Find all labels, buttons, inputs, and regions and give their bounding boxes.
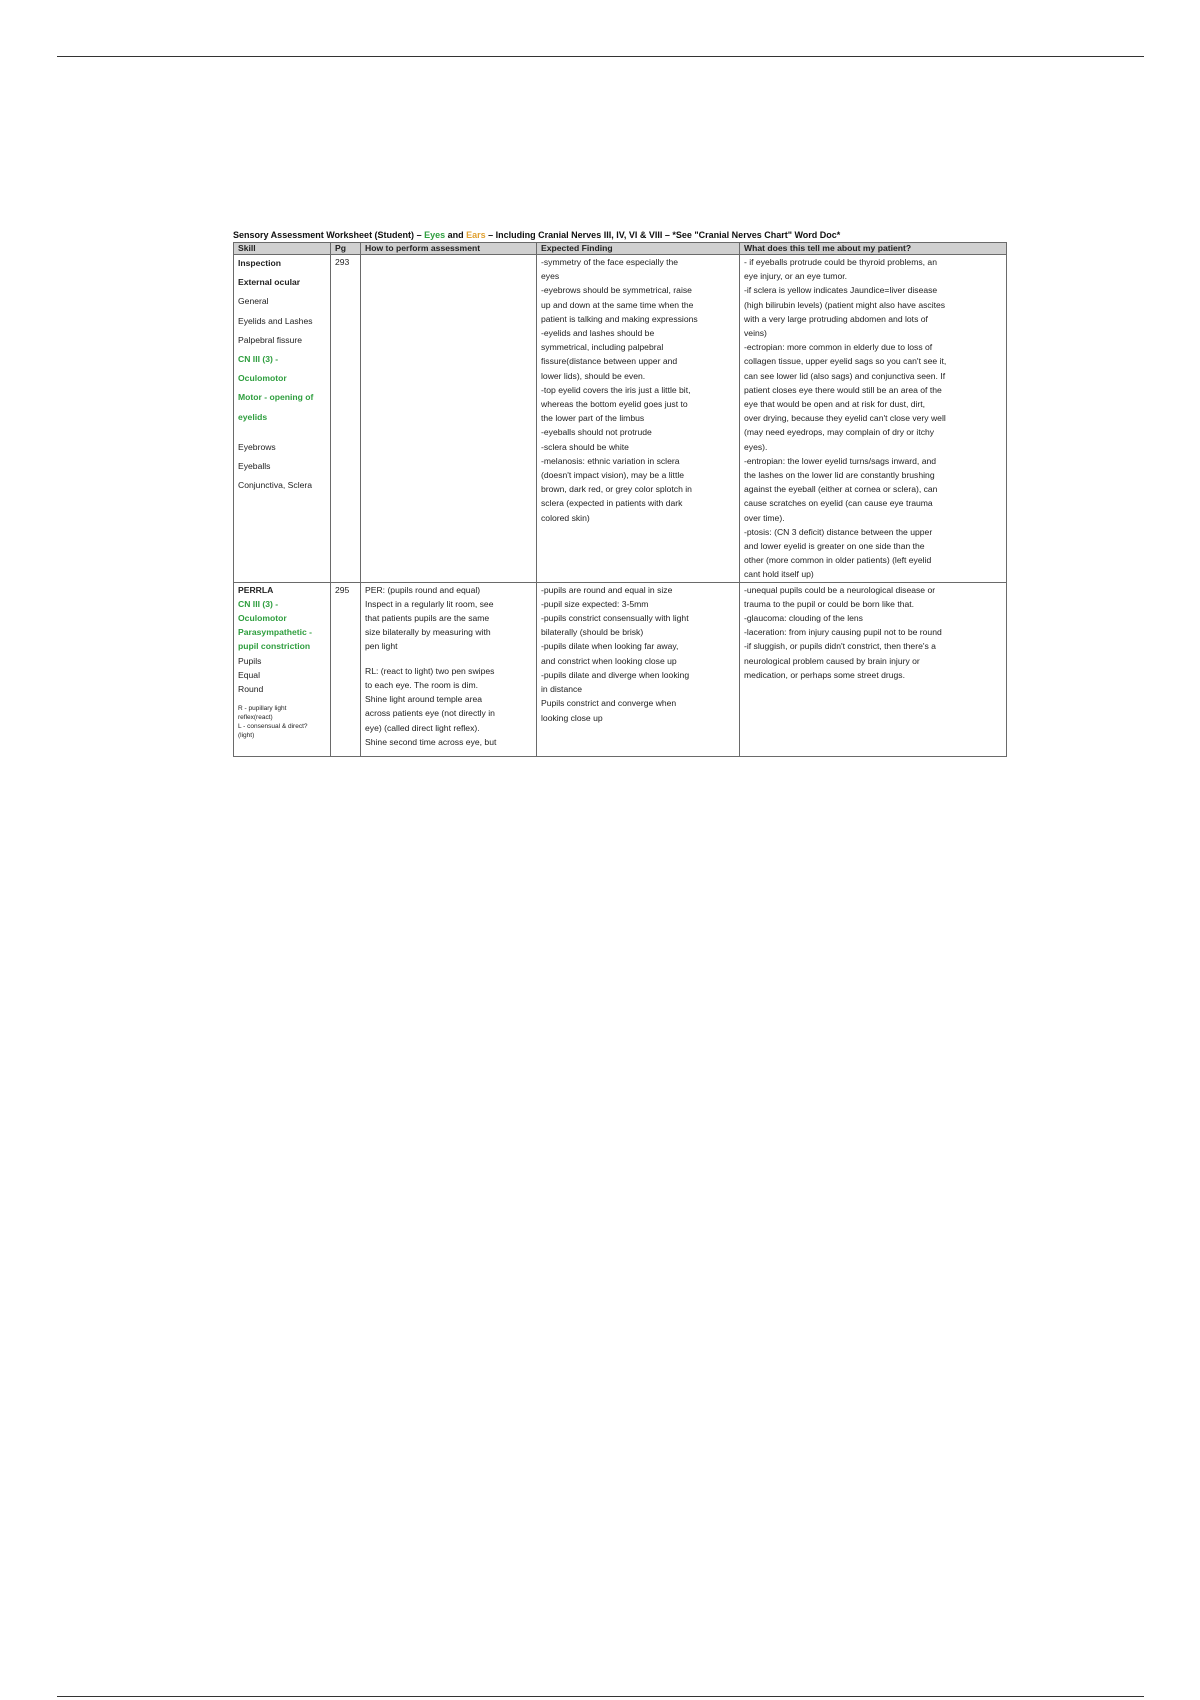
header-how: How to perform assessment xyxy=(361,243,537,255)
header-skill: Skill xyxy=(234,243,331,255)
tells-cell: - if eyeballs protrude could be thyroid problems, an eye injury, or an eye tumor. -if sclera is yellow indicates Jaundice=liver disease (high bilirubin levels) (patient might also have ascites with a very large protruding abdomen and lots of veins) -ectropian: more common in elderly due to loss of collagen tissue, upper eyelid sags so you can't see it, can see lower lid (also sags) and conjunctiva seen. If patient closes eye there would still be an area of the eye that would be open and at risk for dust, dirt, over drying, because they eyelid can't close very well (may need eyedrops, may complain of dry or itchy eyes). -entropian: the lower eyelid turns/sags inward, and the lashes on the lower lid are constantly brushing against the eyeball (either at cornea or sclera), can cause scratches on eyelid (can cause eye trauma over time). -ptosis: (CN 3 deficit) distance between the upper and lower eyelid is greater on one side than the other (more common in older patients) (left eyelid cant hold itself up) xyxy=(740,255,1007,583)
page-top-rule xyxy=(57,56,1144,57)
assessment-table xyxy=(233,242,1007,757)
pg-cell: 293 xyxy=(331,255,361,583)
pg-cell: 295 xyxy=(331,582,361,756)
how-cell xyxy=(361,255,537,583)
expected-cell: -pupils are round and equal in size -pupil size expected: 3-5mm -pupils constrict consensually with light bilaterally (should be brisk) -pupils dilate when looking far away, and constrict when looking close up -pupils dilate and diverge when looking in distance Pupils constrict and converge when looking close up xyxy=(537,582,740,756)
table-header-row xyxy=(234,243,1007,255)
header-pg: Pg xyxy=(331,243,361,255)
skill-cell: PERRLA CN III (3) - Oculomotor Parasympathetic - pupil constriction Pupils Equal Round R - pupillary light reflex(react) L - consensual & direct? (light) xyxy=(234,582,331,756)
worksheet xyxy=(233,230,1006,757)
title-eyes: Eyes xyxy=(424,230,446,240)
page-bottom-rule xyxy=(57,1696,1144,1697)
how-cell: PER: (pupils round and equal) Inspect in a regularly lit room, see that patients pupils are the same size bilaterally by measuring with pen light RL: (react to light) two pen swipes to each eye. The room is dim. Shine light around temple area across patients eye (not directly in eye) (called direct light reflex). Shine second time across eye, but xyxy=(361,582,537,756)
skill-footnote: R - pupillary light reflex(react) L - consensual & direct? (light) xyxy=(238,705,308,740)
skill-cell: Inspection External ocular General Eyelids and Lashes Palpebral fissure CN III (3) - Oculomotor Motor - opening of eyelids Eyebrows Eyeballs Conjunctiva, Sclera xyxy=(234,255,331,583)
worksheet-title: Sensory Assessment Worksheet (Student) – Eyes and Ears – Including Cranial Nerves III, IV, VI & VIII – *See "Cranial Nerves Chart" Word Doc* xyxy=(233,230,841,240)
title-ears: Ears xyxy=(466,230,486,240)
header-expected: Expected Finding xyxy=(537,243,740,255)
expected-cell: -symmetry of the face especially the eyes -eyebrows should be symmetrical, raise up and down at the same time when the patient is talking and making expressions -eyelids and lashes should be symmetrical, including palpebral fissure(distance between upper and lower lids), should be even. -top eyelid covers the iris just a little bit, whereas the bottom eyelid goes just to the lower part of the limbus -eyeballs should not protrude -sclera should be white -melanosis: ethnic variation in sclera (doesn't impact vision), may be a little brown, dark red, or grey color splotch in sclera (expected in patients with dark colored skin) xyxy=(537,255,740,583)
header-tells: What does this tell me about my patient? xyxy=(740,243,1007,255)
table-row xyxy=(234,582,1007,756)
table-row xyxy=(234,255,1007,583)
tells-cell: -unequal pupils could be a neurological disease or trauma to the pupil or could be born like that. -glaucoma: clouding of the lens -laceration: from injury causing pupil not to be round -if sluggish, or pupils didn't constrict, then there's a neurological problem caused by brain injury or medication, or perhaps some street drugs. xyxy=(740,582,1007,756)
